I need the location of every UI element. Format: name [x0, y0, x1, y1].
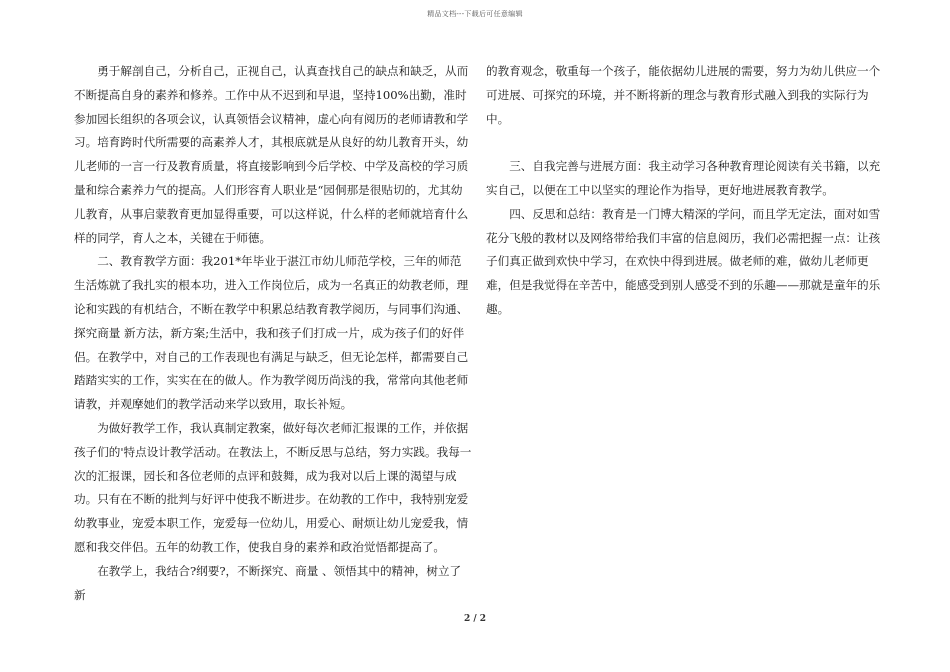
- left-column: [74, 60, 472, 607]
- paragraph-summary: 四、反思和总结：教育是一门博大精深的学问，而且学无定法，面对如雪花分飞般的教材以及网络带给我们丰富的信息阅历，我们必需把握一点：让孩子们真正做到欢快中学习，在欢快中得到进展。做老师的难，做幼儿老师更难，但是我觉得在辛苦中，能感受到别人感受不到的乐趣——那就是童年的乐趣。: [486, 206, 881, 316]
- page-header: 精品文档---下载后可任意编辑: [427, 10, 523, 18]
- right-column: [486, 60, 884, 322]
- paragraph-spacer: [486, 131, 884, 155]
- paragraph-self-improvement: 三、自我完善与进展方面：我主动学习各种教育理论阅读有关书籍，以充实自己，以便在工中以坚实的理论作为指导，更好地进展教育教学。: [486, 159, 881, 197]
- paragraph-guidelines: 在教学上，我结合?纲要?，不断探究、商量 、领悟其中的精神，树立了新: [74, 563, 462, 602]
- page-number: 2 / 2: [463, 614, 487, 624]
- paragraph-teaching: 二、教育教学方面：我201*年毕业于湛江市幼儿师范学校，三年的师范生活炼就了我扎实的根本功，进入工作岗位后，成为一名真正的幼教老师，理论和实践的有机结合，不断在教学中积累总结教育教学阅历，与同事们沟通、探究商量 新方法，新方案;生活中，我和孩子们打成一片，成为孩子们的好伴侣。在教学中，对自己的工作表现也有满足与缺乏，但无论怎样，都需要自己踏踏实实的工作，实实在在的做人。作为教学阅历尚浅的我，常常向其他老师请教，并观摩她们的教学活动来学以致用，取长补短。: [74, 254, 469, 412]
- paragraph-education-concept: 的教育观念，敬重每一个孩子，能依据幼儿进展的需要，努力为幼儿供应一个可进展、可探究的环境，并不断将新的理念与教育形式融入到我的实际行为中。: [486, 64, 881, 126]
- paragraph-self-reflection: 勇于解剖自己，分析自己，正视自己，认真查找自己的缺点和缺乏，从而不断提高自身的素养和修养。工作中从不迟到和早退，坚持100%出勤，准时参加园长组织的各项会议，认真领悟会议精神，虚心向有阅历的老师请教和学习。培育跨时代所需要的高素养人才，其根底就是从良好的幼儿教育开头，幼儿老师的一言一行及教育质量，将直接影响到今后学校、中学及高校的学习质量和综合素养力气的提高。人们形容育人职业是“园侗那是很贴切的，尤其幼儿教育，从事启蒙教育更加显得重要，可以这样说，什么样的老师就培育什么样的同学，育人之本，关键在于师德。: [74, 64, 469, 245]
- paragraph-lesson-preparation: 为做好教学工作，我认真制定教案，做好每次老师汇报课的工作，并依据孩子们的'特点设计教学活动。在教法上，不断反思与总结，努力实践。我每一次的汇报课，园长和各位老师的点评和鼓舞，成为我对以后上课的渴望与成功。只有在不断的批判与好评中使我不断进步。在幼教的工作中，我特别宠爱幼教事业，宠爱本职工作，宠爱每一位幼儿，用爱心、耐烦让幼儿宠爱我，情愿和我交伴侣。五年的幼教工作，使我自身的素养和政治觉悟都提高了。: [74, 420, 472, 554]
